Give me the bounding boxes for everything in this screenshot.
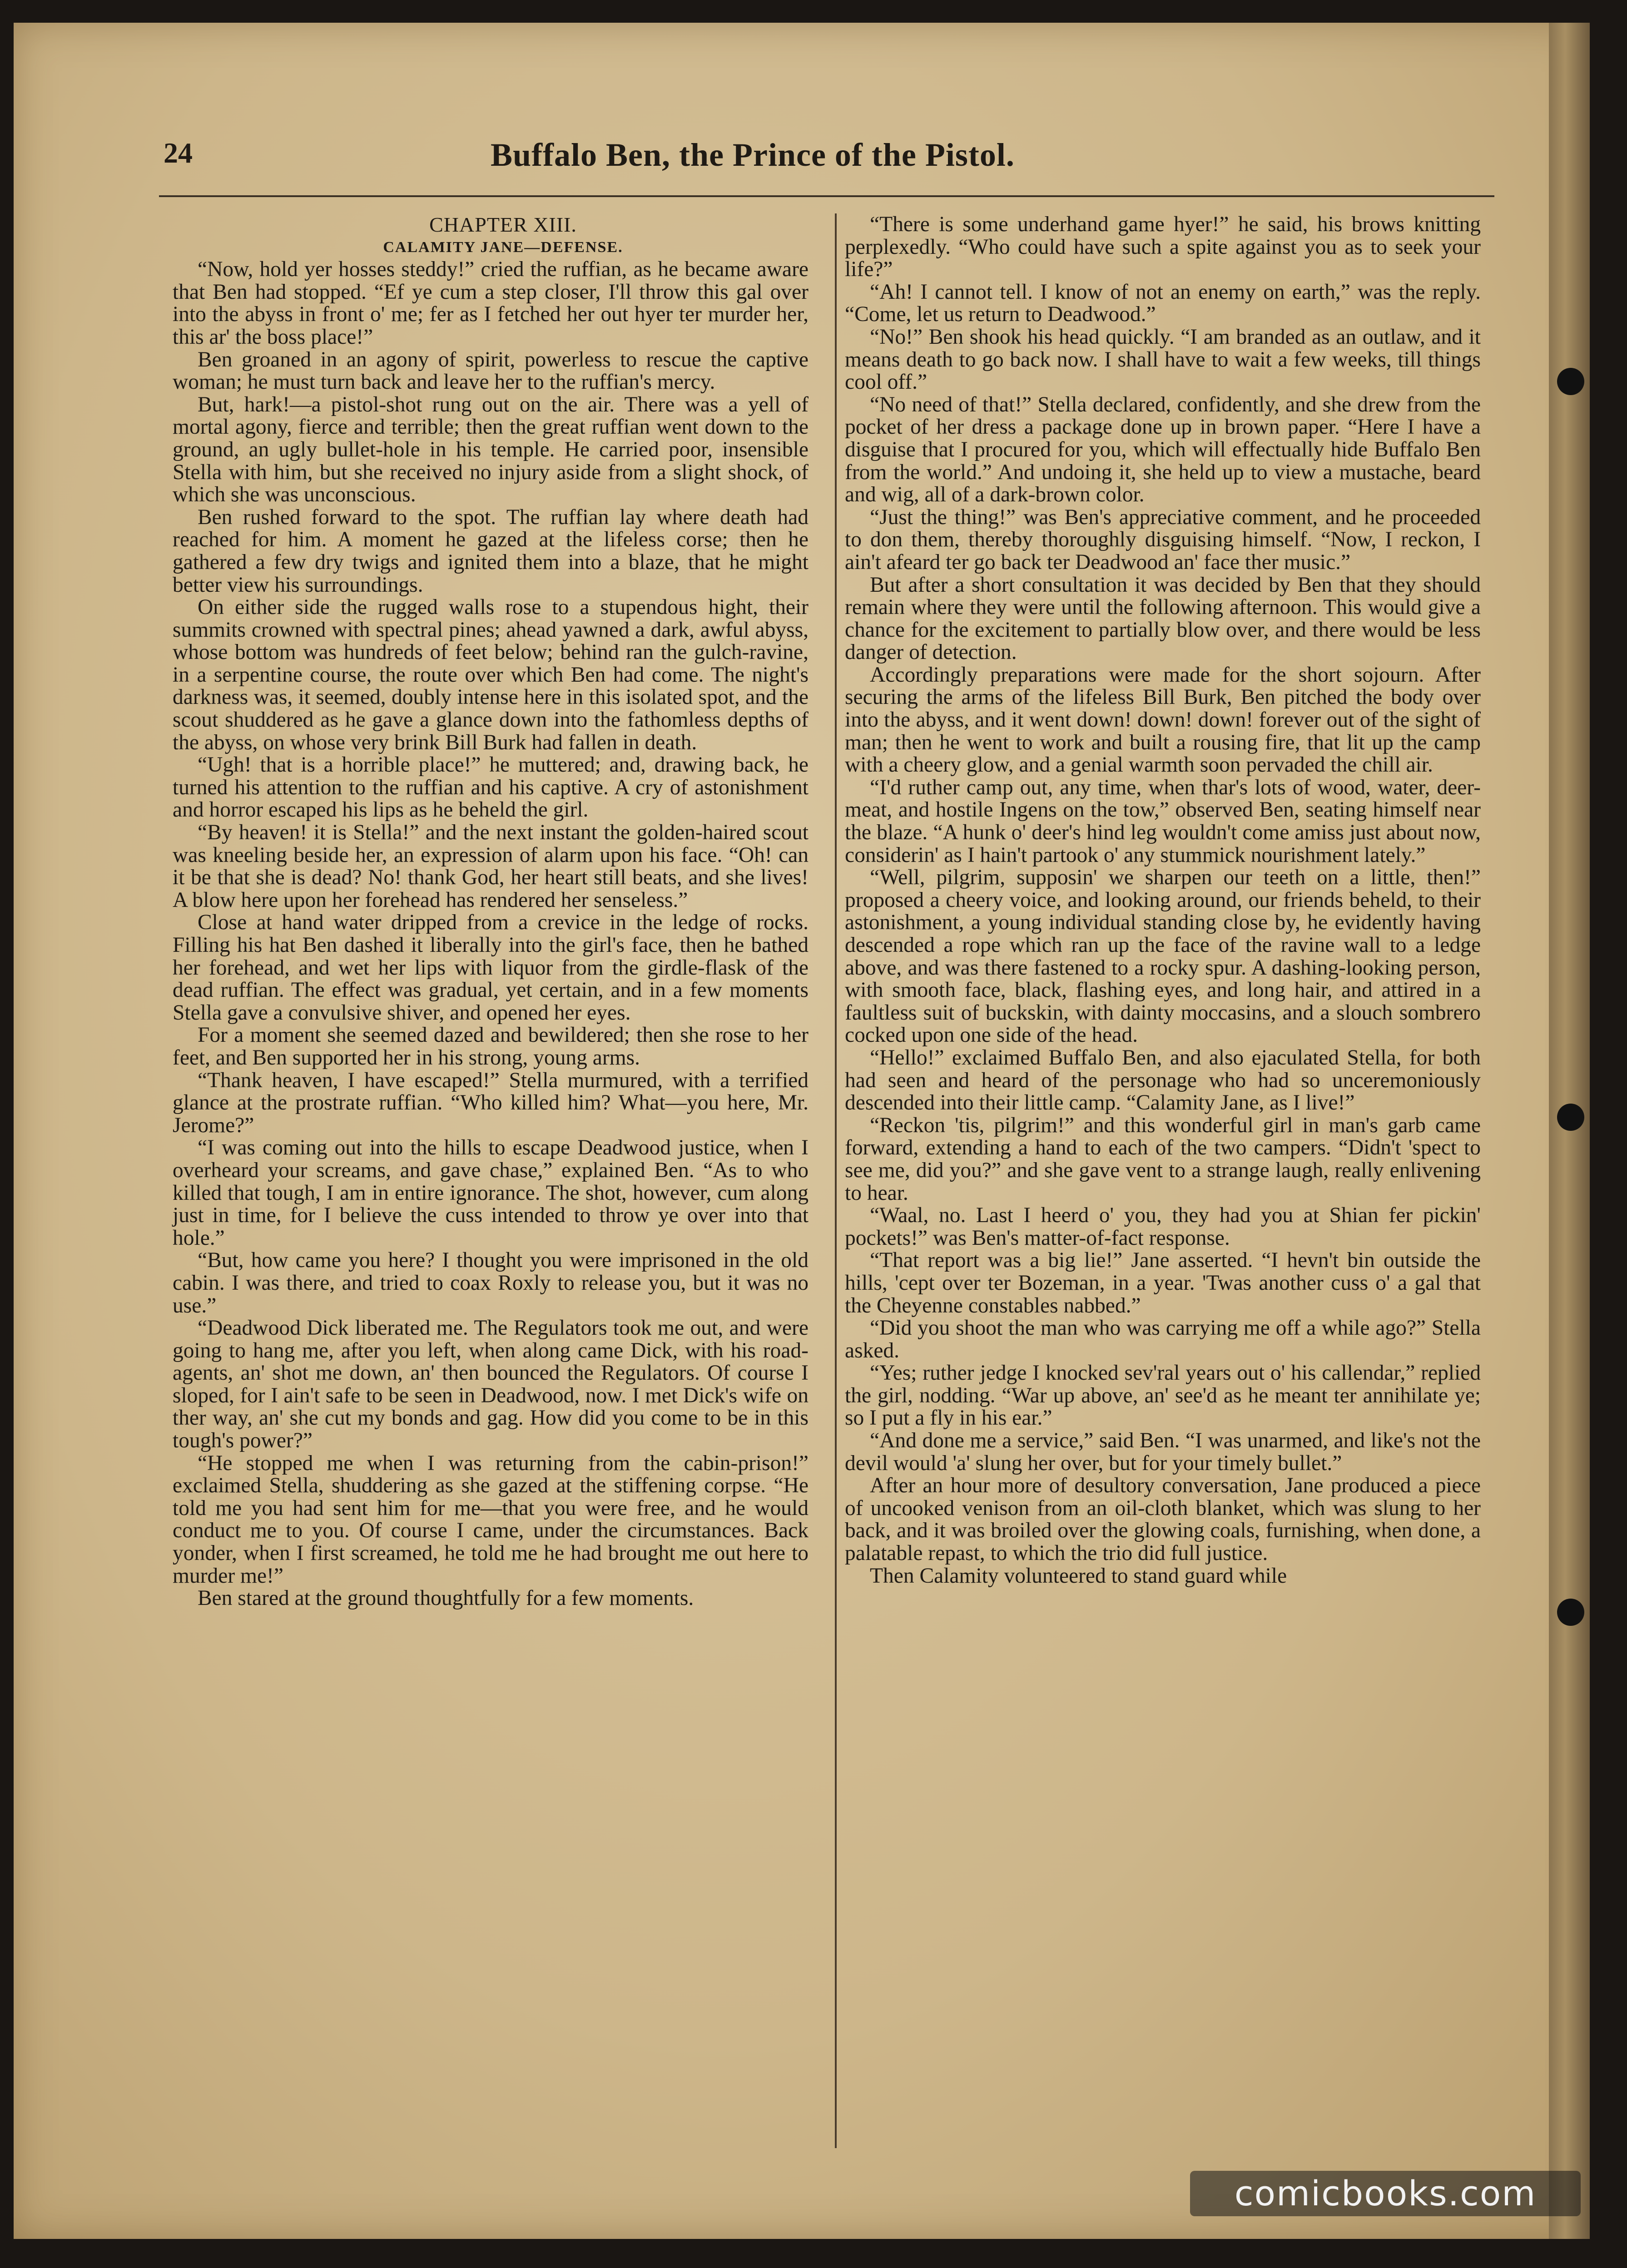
paragraph: For a moment she seemed dazed and bewildered; then she rose to her feet, and Ben supported her in his strong, young arms.: [173, 1023, 809, 1070]
paragraph: Ben stared at the ground thoughtfully for a few moments.: [198, 1586, 694, 1610]
paragraph: “Just the thing!” was Ben's appreciative comment, and he proceeded to don them, thereby thoroughly disguising himself. “Now, I reckon, I ain't afeard ter go back ter Deadwood an' face ther music.”: [845, 505, 1481, 574]
paragraph: “Yes; ruther jedge I knocked sev'ral years out o' his callendar,” replied the girl, nodding. “War up above, an' see'd as he meant ter annihilate ye; so I put a fly in his ear.”: [845, 1361, 1481, 1430]
paragraph: “Ah! I cannot tell. I know of not an enemy on earth,” was the reply. “Come, let us return to Deadwood.”: [845, 280, 1481, 327]
column-divider: [835, 213, 837, 2148]
chapter-heading: CHAPTER XIII.: [429, 213, 577, 236]
binding-rivet-icon: [1557, 368, 1584, 395]
paragraph: “Well, pilgrim, supposin' we sharpen our teeth on a little, then!” proposed a cheery voice, and looking around, our friends beheld, to their astonishment, a young individual standing close by, he evidently having descended a rope which ran up the face of the ravine wall to a ledge above, and was there fastened to a rocky spur. A dashing-looking person, with smooth face, black, flashing eyes, and long hair, and attired in a faultless suit of buckskin, with dainty moccasins, and a slouch sombrero cocked upon one side of the head.: [845, 866, 1481, 1047]
paragraph: “Hello!” exclaimed Buffalo Ben, and also ejaculated Stella, for both had seen and heard of the personage who had so unceremoniously descended into their little camp. “Calamity Jane, as I live!”: [845, 1045, 1481, 1115]
header-rule: [159, 195, 1494, 197]
paragraph: “Now, hold yer hosses steddy!” cried the ruffian, as he became aware that Ben had stopped. “Ef ye cum a step closer, I'll throw this gal over into the abyss in front o' me; fer as I fetched her out hyer ter murder her, this ar' the boss place!”: [173, 258, 809, 349]
paragraph: “I was coming out into the hills to escape Deadwood justice, when I overheard your screams, and gave chase,” explained Ben. “As to who killed that tough, I am in entire ignorance. The shot, however, cum along just in time, for I believe the cuss intended to throw ye over into that hole.”: [173, 1136, 809, 1250]
paragraph: “Waal, no. Last I heerd o' you, they had you at Shian fer pickin' pockets!” was Ben's matter-of-fact response.: [845, 1203, 1481, 1250]
left-column: [173, 213, 809, 1610]
paragraph: After an hour more of desultory conversation, Jane produced a piece of uncooked venison from an oil-cloth blanket, which was slung to her back, and it was broiled over the glowing coals, furnishing, when done, a palatable repast, to which the trio did full justice.: [845, 1474, 1481, 1565]
running-title: Buffalo Ben, the Prince of the Pistol.: [491, 137, 1015, 173]
binding-rivet-icon: [1557, 1599, 1584, 1626]
paragraph: Accordingly preparations were made for the short sojourn. After securing the arms of the lifeless Bill Burk, Ben pitched the body over into the abyss, and it went down! down! down! forever out of the sight of man; then he went to work and built a rousing fire, that lit up the camp with a cheery glow, and a genial warmth soon pervaded the chill air.: [845, 663, 1481, 777]
binding-rivet-icon: [1557, 1104, 1584, 1131]
page-number: 24: [164, 137, 193, 169]
paragraph: “Did you shoot the man who was carrying me off a while ago?” Stella asked.: [845, 1316, 1481, 1362]
paragraph: But after a short consultation it was decided by Ben that they should remain where they were until the following afternoon. This would give a chance for the excitement to partially blow over, and there would be less danger of detection.: [845, 573, 1481, 664]
paragraph: But, hark!—a pistol-shot rung out on the air. There was a yell of mortal agony, fierce and terrible; then the great ruffian went down to the ground, an ugly bullet-hole in his temple. He carried poor, insensible Stella with him, but she received no injury aside from a slight shock, of which she was unconscious.: [173, 392, 809, 507]
paragraph: “But, how came you here? I thought you were imprisoned in the old cabin. I was there, and tried to coax Roxly to release you, but it was no use.”: [173, 1248, 809, 1317]
paragraph: “Reckon 'tis, pilgrim!” and this wonderful girl in man's garb came forward, extending a hand to each of the two campers. “Didn't 'spect to see me, did you?” and she gave vent to a strange laugh, really enlivening to hear.: [845, 1113, 1481, 1205]
paragraph: Ben groaned in an agony of spirit, powerless to rescue the captive woman; he must turn back and leave her to the ruffian's mercy.: [173, 347, 809, 394]
paragraph: “And done me a service,” said Ben. “I was unarmed, and like's not the devil would 'a' slung her over, but for your timely bullet.”: [845, 1429, 1481, 1475]
page-edge: [1549, 23, 1590, 2239]
paragraph: Ben rushed forward to the spot. The ruffian lay where death had reached for him. A moment he gazed at the lifeless corse; then he gathered a few dry twigs and ignited them into a blaze, that he might better view his surroundings.: [173, 505, 809, 597]
paragraph: “That report was a big lie!” Jane asserted. “I hevn't bin outside the hills, 'cept over ter Bozeman, in a year. 'Twas another cuss o' a gal that the Cheyenne constables nabbed.”: [845, 1248, 1481, 1317]
paragraph: On either side the rugged walls rose to a stupendous hight, their summits crowned with spectral pines; ahead yawned a dark, awful abyss, whose bottom was hundreds of feet below; behind ran the gulch-ravine, in a serpentine course, the route over which Ben had come. The night's darkness was, it seemed, doubly intense here in this isolated spot, and the scout shuddered as he gave a glance down into the fathomless depths of the abyss, on whose very brink Bill Burk had fallen in death.: [173, 595, 809, 754]
site-watermark: comicbooks.com: [1190, 2171, 1581, 2216]
paragraph: “Ugh! that is a horrible place!” he muttered; and, drawing back, he turned his attention to the ruffian and his captive. A cry of astonishment and horror escaped his lips as he beheld the girl.: [173, 753, 809, 822]
paragraph: “By heaven! it is Stella!” and the next instant the golden-haired scout was kneeling beside her, an expression of alarm upon his face. “Oh! can it be that she is dead? No! thank God, her heart still beats, and she lives! A blow here upon her forehead has rendered her senseless.”: [173, 821, 809, 912]
paragraph: Close at hand water dripped from a crevice in the ledge of rocks. Filling his hat Ben dashed it liberally into the girl's face, then he bathed her forehead, and wet her lips with liquor from the girdle-flask of the dead ruffian. The effect was gradual, yet certain, and in a few moments Stella gave a convulsive shiver, and opened her eyes.: [173, 911, 809, 1025]
chapter-subheading: CALAMITY JANE—DEFENSE.: [383, 238, 623, 256]
paragraph: “He stopped me when I was returning from the cabin-prison!” exclaimed Stella, shuddering as she gazed at the stiffening corpse. “He told me you had sent him for me—that you were free, and he would conduct me to you. Of course I came, under the circumstances. Back yonder, when I first screamed, he told me he had brought me out here to murder me!”: [173, 1451, 809, 1588]
paragraph: “No!” Ben shook his head quickly. “I am branded as an outlaw, and it means death to go back now. I shall have to wait a few weeks, till things cool off.”: [845, 325, 1481, 394]
paragraph: “No need of that!” Stella declared, confidently, and she drew from the pocket of her dress a package done up in brown paper. “Here I have a disguise that I procured for you, which will effectually hide Buffalo Ben from the world.” And undoing it, she held up to view a mustache, beard and wig, all of a dark-brown color.: [845, 392, 1481, 507]
right-column: [845, 213, 1481, 1587]
magazine-page: [14, 23, 1590, 2239]
paragraph: “Thank heaven, I have escaped!” Stella murmured, with a terrified glance at the prostrate ruffian. “Who killed him? What—you here, Mr. Jerome?”: [173, 1068, 809, 1137]
paragraph: Then Calamity volunteered to stand guard while: [870, 1564, 1287, 1588]
paragraph: “There is some underhand game hyer!” he said, his brows knitting perplexedly. “Who could have such a spite against you as to seek your life?”: [845, 213, 1481, 282]
paragraph: “I'd ruther camp out, any time, when thar's lots of wood, water, deer-meat, and hostile Ingens on the tow,” observed Ben, seating himself near the blaze. “A hunk o' deer's hind leg wouldn't come amiss just about now, considerin' as I hain't partook o' any stummick nourishment lately.”: [845, 775, 1481, 867]
paragraph: “Deadwood Dick liberated me. The Regulators took me out, and were going to hang me, after you left, when along came Dick, with his road-agents, an' shot me down, an' then bounced the Regulators. Of course I sloped, for I ain't safe to be seen in Deadwood, now. I met Dick's wife on ther way, an' she cut my bonds and gag. How did you come to be in this tough's power?”: [173, 1316, 809, 1453]
